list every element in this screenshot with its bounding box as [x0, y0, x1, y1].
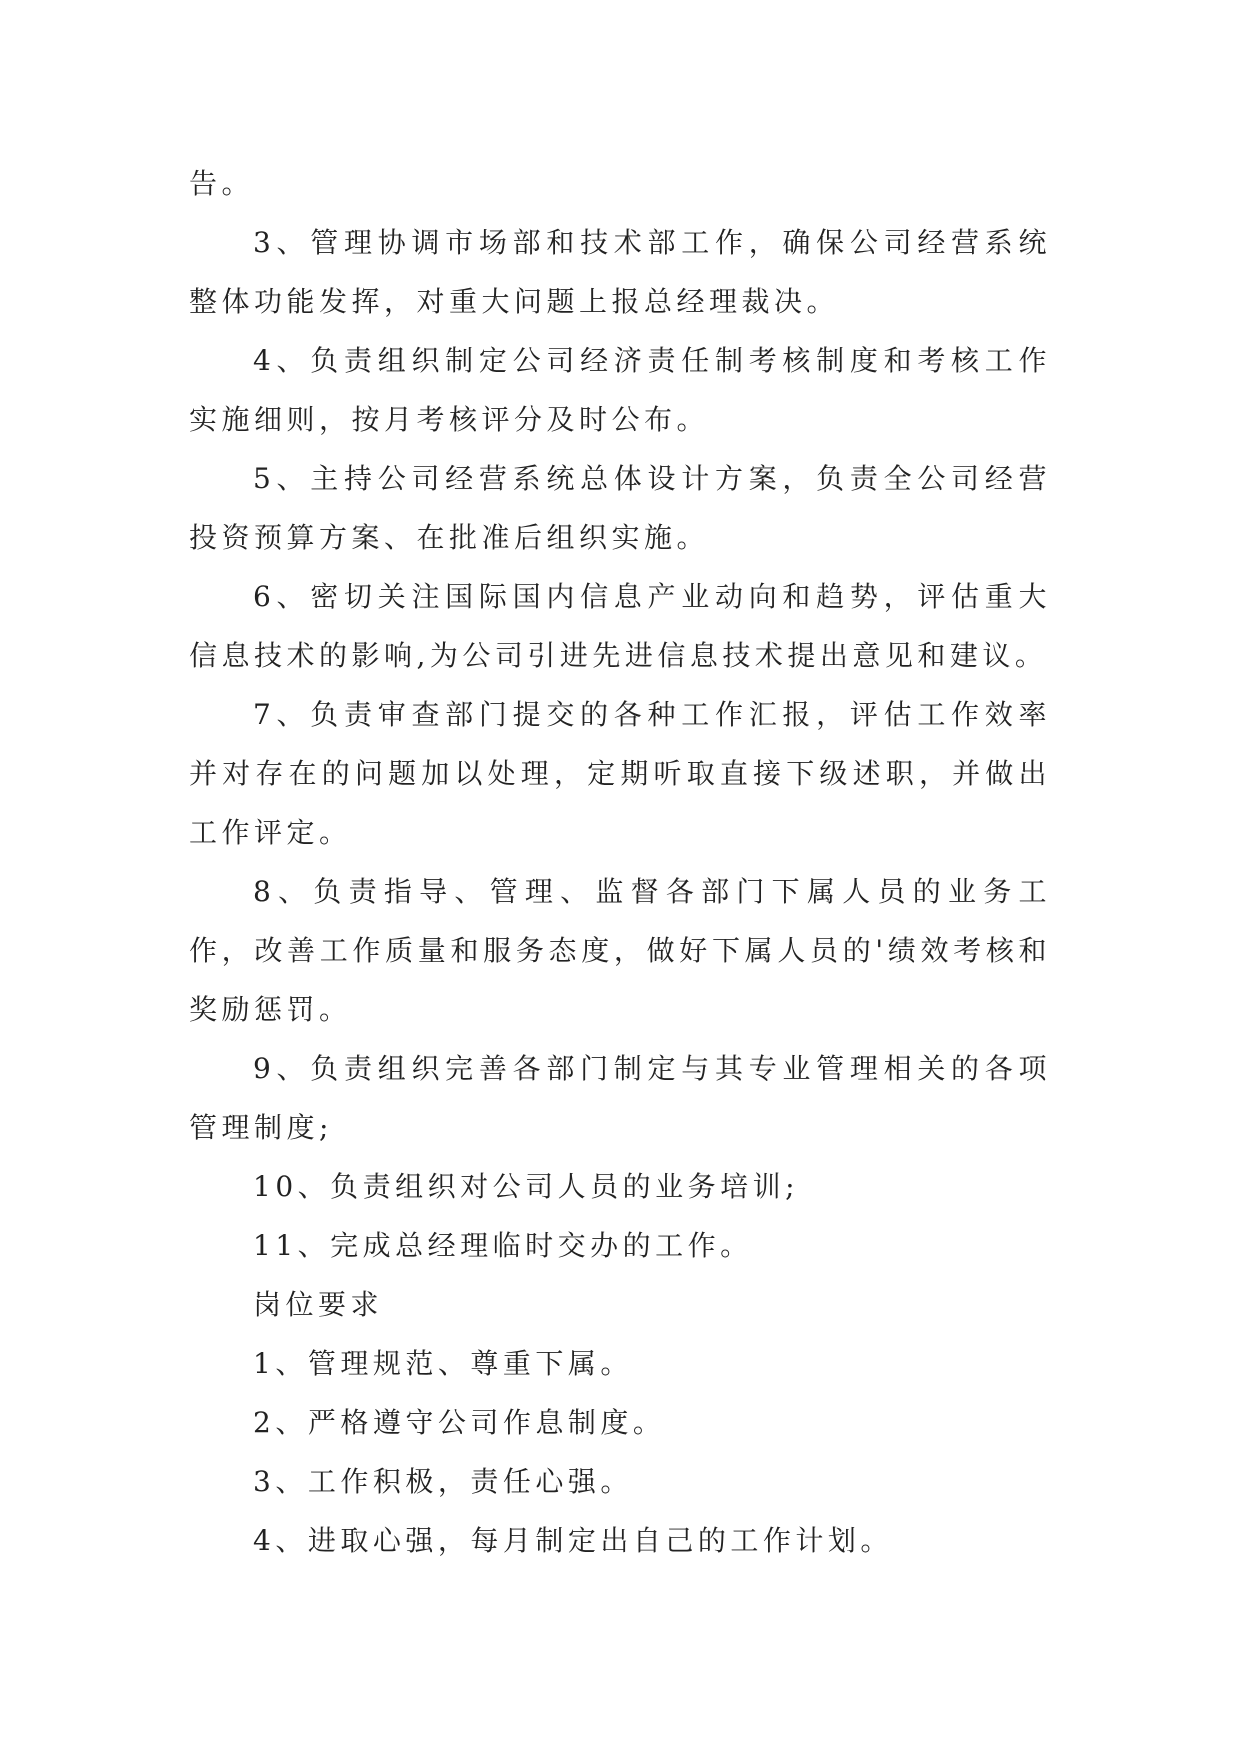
duty-item-7: 7、负责审查部门提交的各种工作汇报，评估工作效率并对存在的问题加以处理，定期听取直接下级述职，并做出工作评定。	[189, 698, 1051, 849]
duty-item-3: 3、管理协调市场部和技术部工作，确保公司经营系统整体功能发挥，对重大问题上报总经理裁决。	[189, 226, 1051, 318]
requirement-item-1: 1、管理规范、尊重下属。	[253, 1347, 633, 1380]
requirement-item-3: 3、工作积极，责任心强。	[253, 1465, 633, 1498]
section-heading-requirements: 岗位要求	[253, 1288, 384, 1321]
duty-item-10: 10、负责组织对公司人员的业务培训;	[253, 1170, 800, 1203]
document-page	[189, 154, 1051, 1570]
duty-item-4: 4、负责组织制定公司经济责任制考核制度和考核工作实施细则，按月考核评分及时公布。	[189, 344, 1051, 436]
duty-item-6: 6、密切关注国际国内信息产业动向和趋势，评估重大信息技术的影响,为公司引进先进信息技术提出意见和建议。	[189, 580, 1051, 672]
duty-item-8: 8、负责指导、管理、监督各部门下属人员的业务工作，改善工作质量和服务态度，做好下属人员的'绩效考核和奖励惩罚。	[189, 875, 1051, 1026]
duty-item-9: 9、负责组织完善各部门制定与其专业管理相关的各项管理制度;	[189, 1052, 1051, 1144]
duty-item-5: 5、主持公司经营系统总体设计方案，负责全公司经营投资预算方案、在批准后组织实施。	[189, 462, 1051, 554]
requirement-item-2: 2、严格遵守公司作息制度。	[253, 1406, 666, 1439]
requirement-item-4: 4、进取心强，每月制定出自己的工作计划。	[253, 1524, 893, 1557]
paragraph-continuation: 告。	[189, 167, 255, 200]
duty-item-11: 11、完成总经理临时交办的工作。	[253, 1229, 753, 1262]
